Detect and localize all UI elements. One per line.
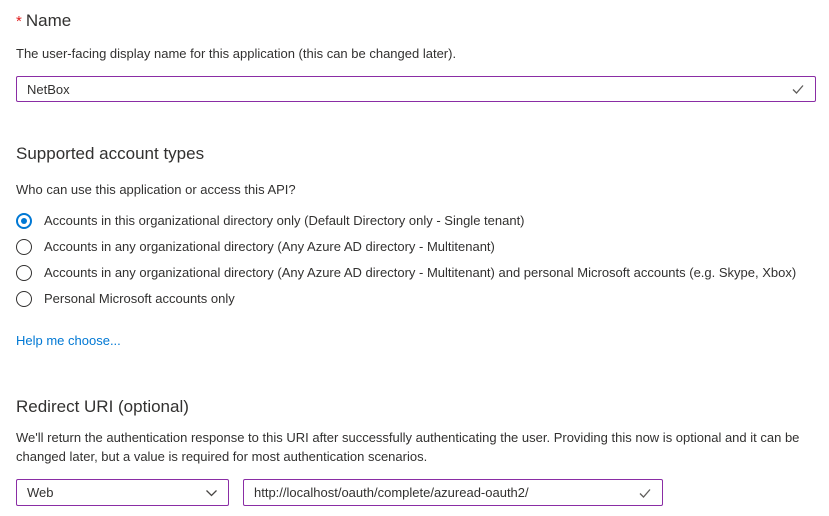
help-me-choose-link[interactable]: Help me choose... — [16, 333, 121, 348]
name-description: The user-facing display name for this application (this can be changed later). — [16, 46, 457, 61]
platform-select[interactable] — [16, 479, 229, 506]
name-section-title — [16, 10, 816, 33]
platform-select-value: Web — [27, 485, 54, 500]
redirect-uri-value: http://localhost/oauth/complete/azuread-oauth2/ — [254, 485, 529, 500]
radio-button-icon[interactable] — [16, 265, 32, 281]
radio-multitenant-personal[interactable] — [16, 260, 816, 286]
radio-button-icon[interactable] — [16, 213, 32, 229]
account-type-radio-group — [16, 208, 816, 312]
radio-label: Personal Microsoft accounts only — [44, 291, 235, 306]
required-marker: * — [16, 13, 22, 30]
account-types-section-title: Supported account types — [16, 144, 205, 163]
name-title-text: Name — [25, 11, 72, 30]
redirect-uri-section-title: Redirect URI (optional) — [16, 397, 189, 416]
radio-multitenant[interactable] — [16, 234, 816, 260]
redirect-uri-row — [16, 479, 816, 506]
name-input[interactable] — [16, 76, 816, 102]
radio-label: Accounts in any organizational directory (Any Azure AD directory - Multitenant) — [44, 239, 495, 254]
radio-single-tenant[interactable] — [16, 208, 816, 234]
checkmark-icon — [637, 485, 653, 501]
chevron-down-icon — [204, 485, 219, 500]
radio-button-icon[interactable] — [16, 239, 32, 255]
redirect-uri-input[interactable] — [243, 479, 663, 506]
radio-label: Accounts in any organizational directory (Any Azure AD directory - Multitenant) and personal Microsoft accounts (e.g. Skype, Xbox) — [44, 265, 797, 280]
radio-personal-only[interactable] — [16, 286, 816, 312]
name-input-value: NetBox — [27, 81, 70, 97]
radio-label: Accounts in this organizational directory only (Default Directory only - Single tenant) — [44, 213, 525, 228]
account-types-question: Who can use this application or access this API? — [16, 182, 296, 197]
redirect-uri-description: We'll return the authentication response to this URI after successfully authenticating the user. Providing this now is optional and it can be changed later, but a value is required for most authentication scenarios. — [16, 430, 800, 464]
checkmark-icon — [790, 81, 806, 97]
radio-button-icon[interactable] — [16, 291, 32, 307]
